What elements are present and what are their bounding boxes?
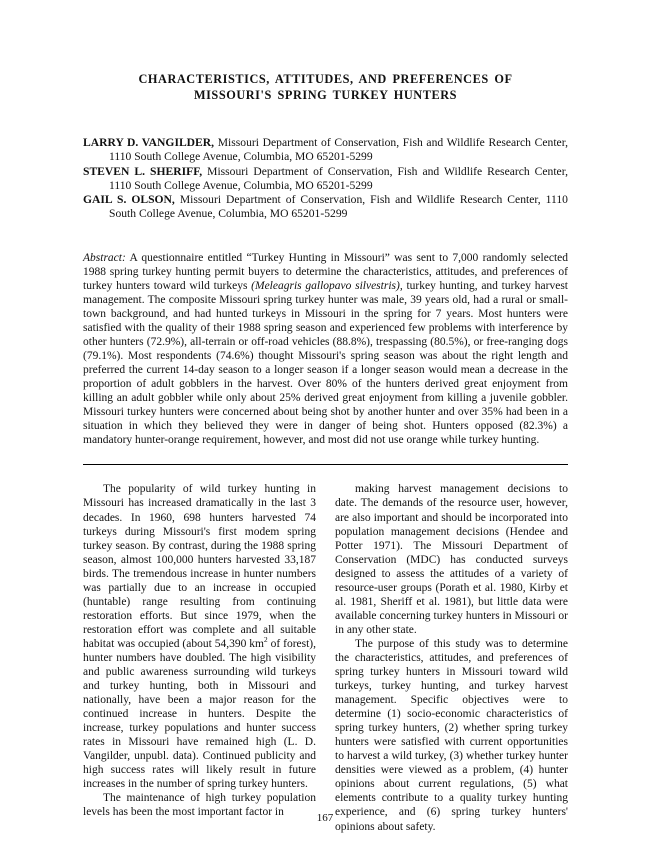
- title-line-1: CHARACTERISTICS, ATTITUDES, AND PREFERENCES OF: [138, 72, 513, 86]
- abstract-text-part-2: turkey hunting, and turkey harvest management. The composite Missouri spring turkey hunter was male, 39 years old, had a rural or small-town background, and had hunted turkeys in Missouri in the spring for 7 years. Most hunters were satisfied with the quality of their 1988 spring season and experienced few problems with interference by other hunters (72.9%), all-terrain or off-road vehicles (88.8%), trespassing (80.5%), or free-ranging dogs (79.1%). Most respondents (74.6%) thought Missouri's spring season was about the right length and preferred the current 14-day season to a longer season if a longer season would mean a decrease in the proportion of adult gobblers in the harvest. Over 80% of the hunters derived great enjoyment from killing an adult gobbler while only about 25% derived great enjoyment from killing a juvenile gobbler. Missouri turkey hunters were concerned about being shot by another hunter and over 35% had been in a situation in which they believed they were in danger of being shot. Hunters opposed (82.3%) a mandatory hunter-orange requirement, however, and most did not use orange while turkey hunting.: [83, 280, 568, 447]
- author-entry: [83, 193, 568, 221]
- left-column-paragraph-1: [83, 482, 316, 791]
- superscript-two: 2: [263, 635, 268, 645]
- author-affiliation: Missouri Department of Conservation, Fish and Wildlife Research Center, 1110 South College Avenue, Columbia, MO 65201-5299: [109, 193, 568, 221]
- paragraph-text-before-superscript: The popularity of wild turkey hunting in Missouri has increased dramatically in the last 3 decades. In 1960, 698 hunters harvested 74 turkeys during Missouri's first modem spring turkey season. By contrast, during the 1988 spring season, almost 100,000 hunters harvested 33,187 birds. The tremendous increase in hunter numbers was partially due to an increase in occupied (huntable) range resulting from continuing restoration efforts. But since 1979, when the restoration effort was complete and all suitable habitat was occupied (about 54,390 km: [83, 483, 316, 650]
- right-column: [335, 482, 568, 833]
- author-name: STEVEN L. SHERIFF,: [83, 164, 203, 178]
- author-entry: [83, 165, 568, 193]
- left-column: [83, 482, 316, 833]
- abstract-divider: [83, 464, 568, 465]
- title-line-2: MISSOURI'S SPRING TURKEY HUNTERS: [193, 87, 458, 102]
- left-column-paragraph-2: The maintenance of high turkey population levels has been the most important factor in: [83, 792, 316, 819]
- page-title: [83, 72, 568, 103]
- paragraph-text-after-superscript: of forest), hunter numbers have doubled. The high visibility and public awareness surrounding wild turkeys and turkey hunting, both in Missouri and nationally, have been a major reason for the continued increase in hunters. Despite the increase, turkey populations and hunter success rates in Missouri have remained high (L. D. Vangilder, unpubl. data). Continued publicity and high success rates will likely result in future increases in the number of spring turkey hunters.: [83, 637, 316, 791]
- author-name: LARRY D. VANGILDER,: [83, 136, 215, 150]
- author-entry: [83, 136, 568, 164]
- author-name: GAIL S. OLSON,: [83, 193, 175, 206]
- abstract-label: Abstract:: [83, 252, 126, 265]
- author-affiliation: Missouri Department of Conservation, Fish and Wildlife Research Center, 1110 South College Avenue, Columbia, MO 65201-5299: [109, 164, 569, 192]
- abstract-text-part-1: A questionnaire entitled “Turkey Hunting in Missouri” was sent to 7,000 randomly selected 1988 spring turkey hunting permit buyers to determine the characteristics, attitudes, and preferences of turkey hunters toward wild turkeys: [83, 252, 568, 293]
- right-column-paragraph-2: The purpose of this study was to determine the characteristics, attitudes, and preferences of spring turkey hunters in Missouri toward wild turkeys, turkey hunting, and turkey harvest management. Specific objectives were to determine (1) socio-economic characteristics of spring turkey hunters, (2) whether spring turkey hunters were satisfied with current opportunities to harvest a wild turkey, (3) whether turkey hunter densities were viewed as a problem, (4) hunter opinions about current regulations, (5) what elements contribute to a quality turkey hunting experience, and (6) spring turkey hunters' opinions about safety.: [335, 637, 568, 833]
- author-block: [83, 136, 568, 221]
- abstract: [83, 251, 568, 447]
- page-content: [83, 0, 568, 834]
- right-column-paragraph-1: making harvest management decisions to date. The demands of the resource user, however, are also important and should be incorporated into population management decisions (Hendee and Potter 1971). The Missouri Department of Conservation (MDC) has conducted surveys designed to assess the attitudes of a variety of resource-user groups (Porath et al. 1980, Kirby et al. 1981, Sheriff et al. 1981), but little data were available concerning turkey hunters in Missouri or in any other state.: [335, 483, 568, 636]
- author-affiliation: Missouri Department of Conservation, Fish and Wildlife Research Center, 1110 South College Avenue, Columbia, MO 65201-5299: [109, 136, 568, 164]
- body-columns: [83, 482, 568, 833]
- page-number: 167: [316, 812, 334, 824]
- scientific-name: (Meleagris gallopavo silvestris),: [251, 280, 403, 293]
